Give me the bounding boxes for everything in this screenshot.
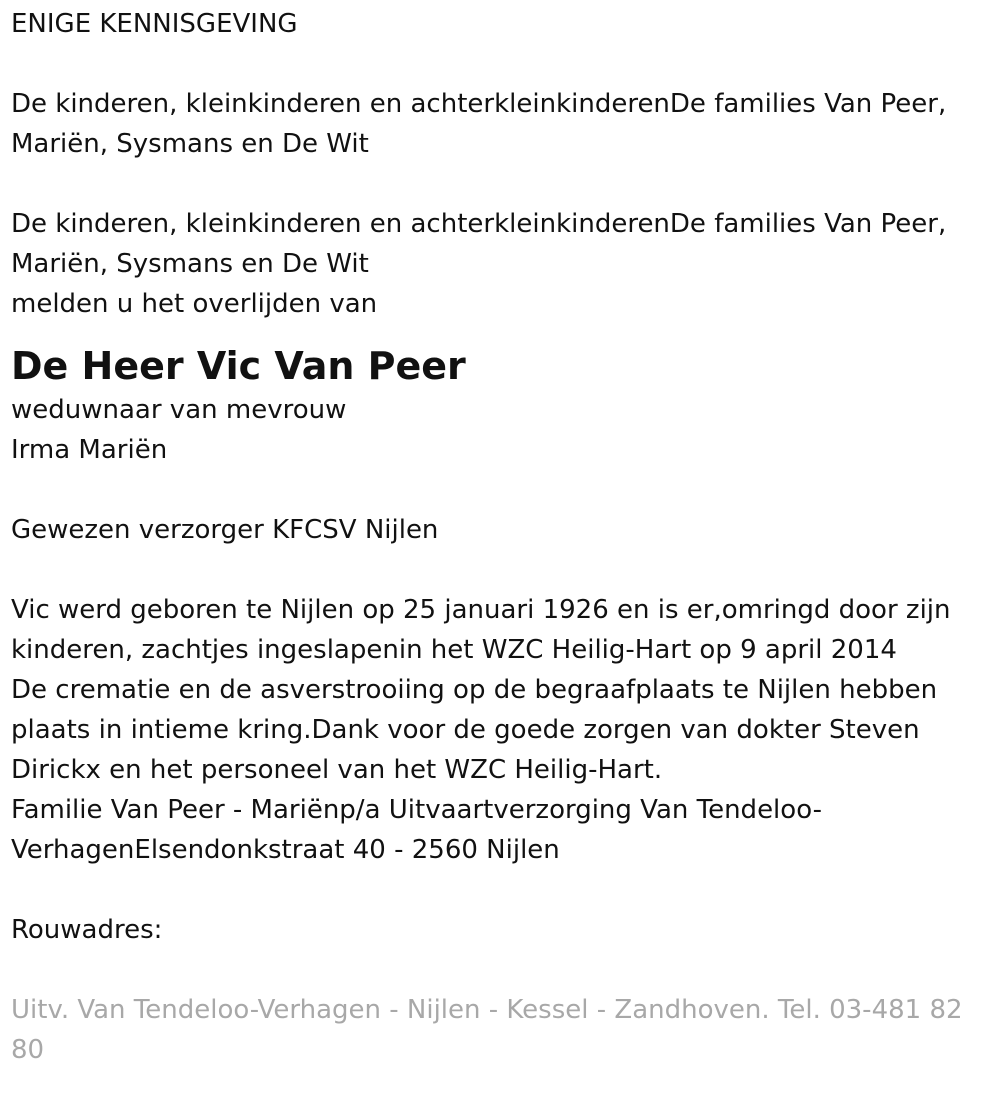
deceased-name: De Heer Vic Van Peer [11,344,466,388]
spouse-line-1: weduwnaar van mevrouw [11,395,347,425]
family-announcement-1: De kinderen, kleinkinderen en achterkleinkinderenDe families Van Peer, Mariën, Sysmans en De Wit [11,89,947,159]
body-paragraph: Vic werd geboren te Nijlen op 25 januari 1926 en is er,omringd door zijn kinderen, zachtjes ingeslapenin het WZC Heilig-Hart op 9 april 2014 [11,595,951,665]
spacer [11,870,978,910]
funeral-home-footer: Uitv. Van Tendeloo-Verhagen - Nijlen - Kessel - Zandhoven. Tel. 03-481 82 80 [11,995,963,1065]
spouse-line-2: Irma Mariën [11,435,168,465]
notice-type: ENIGE KENNISGEVING [11,9,298,39]
spacer [11,950,978,990]
ceremony-paragraph: De crematie en de asverstrooiing op de begraafplaats te Nijlen hebben plaats in intieme kring.Dank voor de goede zorgen van dokter Steven Dirickx en het personeel van het WZC Heilig-Hart. [11,675,938,785]
spacer [11,44,978,84]
mourning-address-label: Rouwadres: [11,915,163,945]
family-signature: Familie Van Peer - Mariënp/a Uitvaartverzorging Van Tendeloo-VerhagenElsendonkstraat 40 - 2560 Nijlen [11,795,822,865]
family-announcement-2: De kinderen, kleinkinderen en achterkleinkinderenDe families Van Peer, Mariën, Sysmans en De Wit [11,209,947,279]
spacer [11,550,978,590]
announcement-text: melden u het overlijden van [11,289,378,319]
spacer [11,164,978,204]
former-role: Gewezen verzorger KFCSV Nijlen [11,515,439,545]
spacer [11,470,978,510]
